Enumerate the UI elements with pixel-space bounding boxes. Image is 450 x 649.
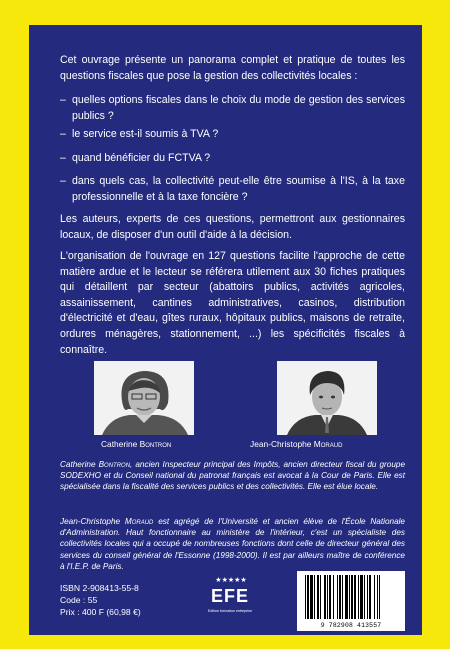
- bio-first-name: Catherine: [60, 460, 96, 469]
- author-caption-bontron: [101, 439, 171, 449]
- authors-paragraph: Les auteurs, experts de ces questions, permettront aux gestionnaires locaux, de disposer d'un outil d'aide à la décision.: [60, 213, 405, 241]
- author-bio-moraud: [60, 516, 405, 572]
- author-last-name: Bontron: [139, 439, 172, 449]
- bio-text: est agrégé de l'Université et ancien élève de l'École Nationale d'Administration. Haut fonctionnaire au ministère de l'intérieur, c'est un spécialiste des collectivités locales qui a occupé de nombreuses fonctions dont celle de directeur général des services du conseil général de l'Essonne (1998-2000). Il est par ailleurs maître de conférence à l'I.E.P. de Paris.: [60, 517, 405, 571]
- bio-last-name: Moraud: [124, 517, 154, 526]
- author-last-name: Moraud: [313, 439, 343, 449]
- blue-panel: [29, 25, 422, 635]
- bio-text: , ancien Inspecteur principal des Impôts, ancien directeur fiscal du groupe SODEXHO et du Conseil national du patronat français est avocat à la Cour de Paris. Elle est spécialisée dans la fiscalité des services publics et des collectivités. Elle est élue locale.: [60, 460, 405, 492]
- author-caption-moraud: [250, 439, 342, 449]
- author-bio-bontron: [60, 459, 405, 493]
- barcode-number: 9 782908 413557: [320, 622, 382, 629]
- barcode: [297, 571, 405, 631]
- isbn: ISBN 2-908413-55-8: [60, 583, 139, 593]
- organisation-paragraph: L'organisation de l'ouvrage en 127 questions facilite l'approche de cette matière ardue et le lecteur se référera utilement aux 30 fiches pratiques qui détaillent par secteur (abattoirs publics, activités agricoles, assainissement, cantines administratives, casinos, distribution d'électricité et d'eau, gîtes ruraux, hôpitaux publics, maisons de retraite, ordures ménagères, stationnement, ...) les spécificités fiscales à connaître.: [60, 250, 405, 356]
- barcode-bars: [297, 571, 405, 621]
- author-first-name: Jean-Christophe: [250, 439, 312, 449]
- question-item: – dans quels cas, la collectivité peut-elle être soumise à l'IS, à la taxe professionnelle et à la taxe foncière ?: [60, 174, 405, 205]
- publisher-name: EFE: [210, 586, 249, 606]
- publisher-tagline: Edition formation entreprise: [208, 609, 252, 613]
- bio-last-name: Bontron: [98, 460, 131, 469]
- author-first-name: Catherine: [101, 439, 138, 449]
- author-photo-moraud: [277, 361, 377, 435]
- publisher-logo: [203, 576, 257, 624]
- star-icon: ★★★★★: [215, 577, 247, 584]
- question-item: – le service est-il soumis à TVA ?: [60, 127, 405, 143]
- bio-first-name: Jean-Christophe: [60, 517, 121, 526]
- question-item: – quand bénéficier du FCTVA ?: [60, 151, 405, 167]
- author-photo-bontron: [94, 361, 194, 435]
- intro-paragraph: Cet ouvrage présente un panorama complet et pratique de toutes les questions fiscales que pose la gestion des collectivités locales :: [60, 54, 405, 82]
- product-code: Code : 55: [60, 595, 98, 605]
- question-item: – quelles options fiscales dans le choix du mode de gestion des services publics ?: [60, 93, 405, 124]
- price: Prix : 400 F (60,98 €): [60, 607, 141, 617]
